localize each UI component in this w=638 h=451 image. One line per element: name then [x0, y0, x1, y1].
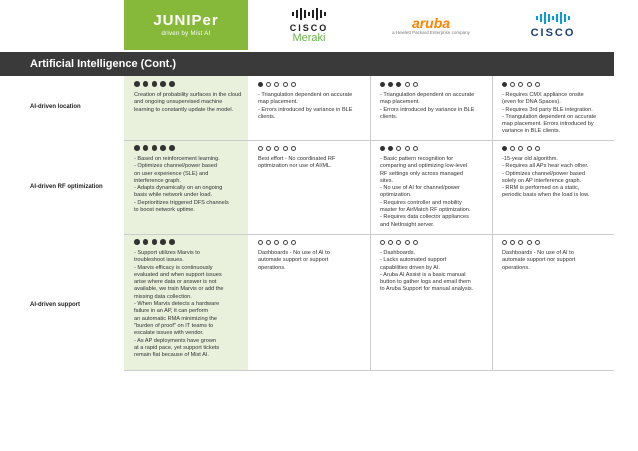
rating-dot-filled-icon	[169, 145, 175, 151]
cisco-logo-wordmark: CISCO	[530, 27, 576, 39]
cisco-meraki-logo	[248, 0, 370, 50]
cell-text: - Based on reinforcement learning. - Optimizes channel/power based on user experience (SLE) and interference graph. - Adapts dynamically on an ongoing basis while network under load. - Deprioritizes triggered DFS channels to boost network uptime.	[134, 156, 229, 214]
rating-dots	[380, 80, 486, 88]
rating-dots	[258, 80, 364, 88]
rating-dots	[258, 238, 364, 246]
rating-dots	[502, 238, 608, 246]
rating-dot-empty-icon	[518, 146, 523, 151]
rating-dot-empty-icon	[535, 146, 540, 151]
row-divider	[124, 140, 614, 141]
rating-dot-empty-icon	[380, 240, 385, 245]
rating-dot-filled-icon	[152, 145, 158, 151]
column-divider	[492, 76, 493, 370]
rating-dot-empty-icon	[518, 240, 523, 245]
table-row	[0, 140, 614, 234]
rating-dot-filled-icon	[380, 82, 385, 87]
cell-text: - Triangulation dependent on accurate map placement. - Errors introduced by variance in BLE clients.	[258, 92, 353, 120]
meraki-cell	[248, 76, 370, 121]
rating-dot-filled-icon	[143, 81, 149, 87]
rating-dot-empty-icon	[527, 146, 532, 151]
rating-dot-empty-icon	[291, 82, 296, 87]
rating-dot-empty-icon	[510, 146, 515, 151]
rating-dot-empty-icon	[396, 240, 401, 245]
rating-dot-empty-icon	[510, 240, 515, 245]
rating-dot-empty-icon	[405, 146, 410, 151]
row-label: AI-driven RF optimization	[30, 184, 103, 190]
rating-dots	[134, 144, 242, 152]
rating-dot-filled-icon	[160, 145, 166, 151]
table-row	[0, 234, 614, 370]
meraki-cell	[248, 140, 370, 171]
rating-dots	[134, 80, 242, 88]
juniper-cell	[124, 140, 248, 234]
rating-dots	[502, 144, 608, 152]
rating-dot-empty-icon	[283, 82, 288, 87]
juniper-logo-wordmark: JUNIPer	[153, 12, 219, 29]
rating-dot-empty-icon	[518, 82, 523, 87]
rating-dot-filled-icon	[152, 239, 158, 245]
rating-dot-filled-icon	[134, 81, 140, 87]
rating-dots	[258, 144, 364, 152]
cisco-cell	[492, 234, 614, 272]
rating-dot-empty-icon	[291, 146, 296, 151]
aruba-cell	[370, 76, 492, 121]
vendor-logo-row	[0, 0, 638, 50]
rating-dot-empty-icon	[274, 240, 279, 245]
rating-dot-empty-icon	[266, 82, 271, 87]
aruba-cell	[370, 234, 492, 294]
cell-text: - Support utilizes Marvis to troubleshoot issues. - Marvis efficacy is continuously evaluated and when support issues arise where data or answer is not available, we train Marvis or add the missing data collection. - When Marvis detects a hardware failure in an AP, it can perform an automatic RMA minimizing the "burden of proof" on IT teams to escalate issues with vendor. - As AP deployments have grown at a rapid pace, yet support tickets remain flat because of Mist AI.	[134, 250, 224, 359]
juniper-cell	[124, 234, 248, 370]
rating-dot-filled-icon	[160, 81, 166, 87]
cisco-logo	[492, 0, 614, 50]
rating-dot-empty-icon	[502, 240, 507, 245]
cisco-bridge-icon	[536, 11, 570, 25]
row-divider	[124, 370, 614, 371]
rating-dot-empty-icon	[405, 82, 410, 87]
section-title: Artificial Intelligence (Cont.)	[30, 58, 177, 70]
rating-dot-empty-icon	[396, 146, 401, 151]
cisco-cell	[492, 76, 614, 136]
rating-dot-empty-icon	[535, 82, 540, 87]
row-label: AI-driven location	[30, 104, 81, 110]
rating-dot-filled-icon	[152, 81, 158, 87]
rating-dot-filled-icon	[388, 146, 393, 151]
rating-dot-empty-icon	[413, 146, 418, 151]
rating-dots	[502, 80, 608, 88]
rating-dot-empty-icon	[274, 82, 279, 87]
aruba-logo-wordmark: aruba	[411, 14, 451, 31]
rating-dot-filled-icon	[502, 146, 507, 151]
rating-dot-empty-icon	[283, 240, 288, 245]
cell-text: Creation of probability surfaces in the cloud and ongoing unsupervised machine learning to constantly update the model.	[134, 92, 242, 113]
rating-dot-filled-icon	[169, 81, 175, 87]
cell-text: Best effort - No coordinated RF optimization nor use of AI/ML.	[258, 156, 336, 170]
row-divider	[124, 234, 614, 235]
cisco-cell	[492, 140, 614, 200]
cell-text: - Dashboards. - Lacks automated support capabilities driven by AI. - Aruba AI Assist is a basic manual button to gather logs and email them to Aruba Support for manual analysis.	[380, 250, 474, 293]
rating-dot-empty-icon	[527, 82, 532, 87]
cisco-bridge-icon	[292, 7, 326, 21]
rating-dot-empty-icon	[388, 240, 393, 245]
rating-dot-filled-icon	[169, 239, 175, 245]
rating-dot-empty-icon	[527, 240, 532, 245]
rating-dot-filled-icon	[258, 82, 263, 87]
rating-dot-empty-icon	[413, 240, 418, 245]
rating-dot-filled-icon	[160, 239, 166, 245]
rating-dot-empty-icon	[283, 146, 288, 151]
column-divider	[370, 76, 371, 370]
juniper-logo-tagline: driven by Mist AI	[161, 31, 211, 37]
rating-dot-empty-icon	[291, 240, 296, 245]
cell-text: -15-year old algorithm. - Requires all APs hear each other. - Optimizes channel/power based solely on AP interference graph. - RRM is performed on a static, periodic basis when the load is low.	[502, 156, 590, 199]
rating-dot-filled-icon	[380, 146, 385, 151]
cell-text: Dashboards - No use of AI to automate support nor support operations.	[502, 250, 576, 271]
juniper-cell	[124, 76, 248, 140]
rating-dots	[134, 238, 242, 246]
rating-dots	[380, 238, 486, 246]
meraki-cell	[248, 234, 370, 272]
section-title-bar	[0, 52, 614, 76]
row-label: AI-driven support	[30, 302, 81, 308]
rating-dot-filled-icon	[396, 82, 401, 87]
aruba-logo-tagline: a Hewlett Packard Enterprise company	[392, 29, 470, 35]
rating-dot-empty-icon	[258, 146, 263, 151]
rating-dot-empty-icon	[274, 146, 279, 151]
cell-text: Dashboards - No use of AI to automate support or support operations.	[258, 250, 330, 271]
rating-dot-empty-icon	[266, 240, 271, 245]
cell-text: - Basic pattern recognition for comparing and optimizing low-level RF settings only across managed sites. - No use of AI for channel/power optimization. - Requires controller and mobility master for AirMatch RF optimization. - Requires data collector appliances and NetInsight server.	[380, 156, 471, 228]
rating-dot-filled-icon	[134, 145, 140, 151]
cell-text: - Requires CMX appliance onsite (even for DNA Spaces). - Requires 3rd party BLE integration. - Triangulation dependent on accurate map placement. Errors introduced by variance in BLE clients.	[502, 92, 597, 135]
rating-dot-empty-icon	[258, 240, 263, 245]
rating-dot-empty-icon	[510, 82, 515, 87]
juniper-logo	[124, 0, 248, 50]
rating-dot-filled-icon	[143, 145, 149, 151]
meraki-logo-meraki-word: Meraki	[292, 31, 326, 44]
rating-dot-filled-icon	[502, 82, 507, 87]
table-row	[0, 76, 614, 140]
rating-dot-empty-icon	[266, 146, 271, 151]
aruba-cell	[370, 140, 492, 229]
cell-text: - Triangulation dependent on accurate map placement. - Errors introduced by variance in BLE clients.	[380, 92, 475, 120]
rating-dot-filled-icon	[143, 239, 149, 245]
rating-dot-empty-icon	[413, 82, 418, 87]
rating-dot-filled-icon	[134, 239, 140, 245]
rating-dot-filled-icon	[388, 82, 393, 87]
rating-dots	[380, 144, 486, 152]
rating-dot-empty-icon	[535, 240, 540, 245]
meraki-logo-cisco-word: CISCO	[289, 22, 329, 33]
aruba-logo	[370, 0, 492, 50]
rating-dot-empty-icon	[405, 240, 410, 245]
